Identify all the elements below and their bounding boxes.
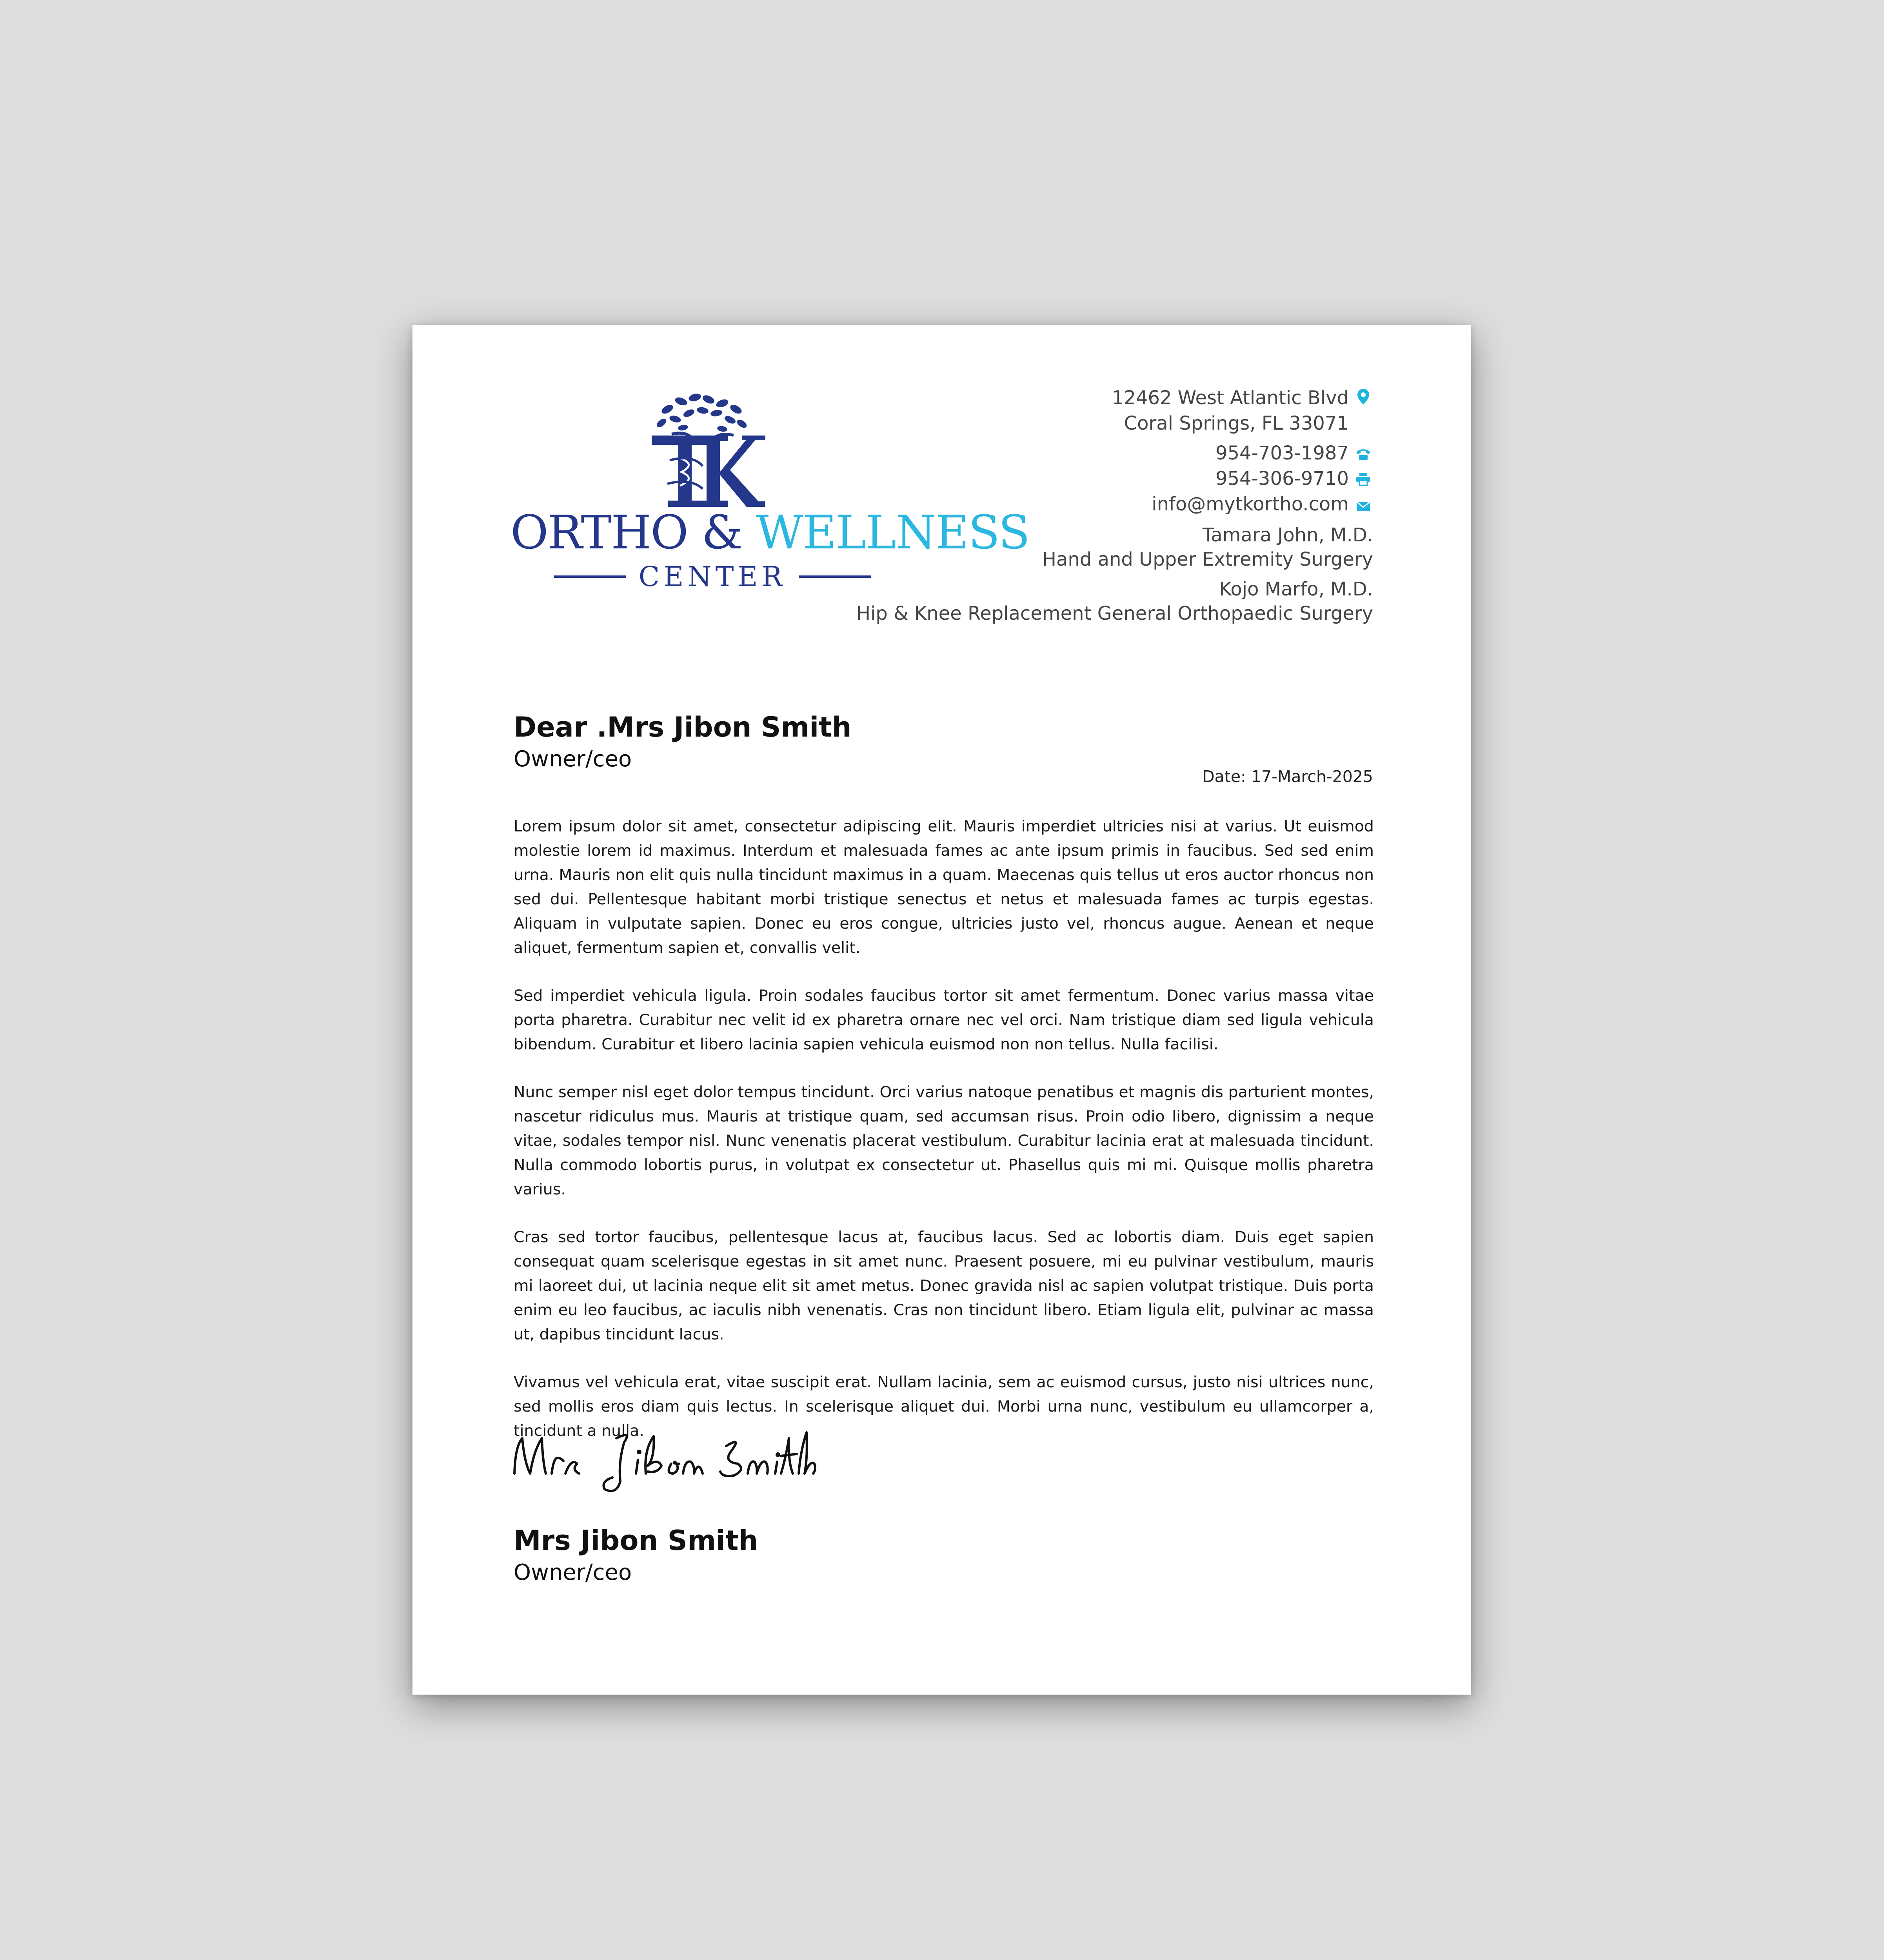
tree-monogram-logo	[644, 392, 769, 509]
phone-number[interactable]: 954-703-1987	[1215, 442, 1349, 464]
doctor-1-name: Tamara John, M.D.	[1202, 524, 1373, 546]
fax-line	[785, 466, 1373, 492]
address-line-2	[785, 411, 1373, 436]
body-paragraph: Nunc semper nisl eget dolor tempus tincidunt. Orci varius natoque penatibus et magnis dis parturient montes, nascetur ridiculus mus. Mauris at tristique quam, sed accumsan risus. Proin odio libero, dignissim a neque vitae, sodales tempor nisl. Nunc venenatis placerat vestibulum. Curabitur lacinia erat at malesuada tincidunt. Nulla commodo lobortis purus, in volutpat ex consectetur ut. Phasellus quis mi mi. Quisque mollis pharetra varius.	[514, 1083, 1374, 1198]
body-paragraph: Lorem ipsum dolor sit amet, consectetur adipiscing elit. Mauris imperdiet ultricies nisi at varius. Ut euismod molestie lorem id maximus. Interdum et malesuada fames ac ante ipsum primis in faucibus. Sed sed enim urna. Mauris non elit quis nulla tincidunt maximus in a quam. Maecenas quis tellus ut eros auctor rhoncus non sed dui. Pellentesque habitant morbi tristique senectus et netus et malesuada fames ac turpis egestas. Aliquam in vulputate sapien. Donec eu eros congue, ultricies justo vel, rhoncus augue. Aenean et neque aliquet, fermentum sapien et, convallis velit.	[514, 817, 1374, 957]
signer-name: Mrs Jibon Smith	[514, 1524, 758, 1557]
company-name-part2: WELLNESS	[756, 505, 1030, 559]
location-pin-icon	[1354, 387, 1373, 411]
contact-block	[785, 386, 1373, 626]
body-paragraph: Vivamus vel vehicula erat, vitae suscipit erat. Nullam lacinia, sem ac euismod cursus, justo nisi ultrices nunc, sed mollis eros diam quis lectus. In scelerisque aliquet dui. Morbi urna nunc, vestibulum eu ullamcorper a, tincidunt a nulla.	[514, 1373, 1374, 1440]
telephone-icon	[1354, 442, 1373, 466]
email-address[interactable]: info@mytkortho.com	[1152, 493, 1349, 515]
body-paragraph: Cras sed tortor faucibus, pellentesque lacus at, faucibus lacus. Sed ac lobortis diam. Duis eget sapien consequat quam scelerisque egestas in sit amet nunc. Praesent posuere, mi eu pulvinar vestibulum, mauris mi laoreet dui, ut lacinia neque elit sit amet metus. Donec gravida nisl ac sapien volutpat tristique. Duis porta enim eu leo faucibus, ac iaculis nibh venenatis. Cras non tincidunt libero. Etiam ligula elit, pulvinar ac massa ut, dapibus tincidunt lacus.	[514, 1228, 1374, 1343]
company-name-center: CENTER	[638, 561, 787, 593]
address-street: 12462 West Atlantic Blvd	[1112, 387, 1349, 409]
company-name-part1: ORTHO &	[511, 505, 756, 559]
letter-date: Date: 17-March-2025	[1202, 767, 1373, 786]
letter-body	[514, 814, 1374, 1466]
envelope-icon	[1354, 493, 1373, 517]
body-paragraph: Sed imperdiet vehicula ligula. Proin sodales faucibus tortor sit amet fermentum. Donec varius massa vitae porta pharetra. Curabitur nec velit id ex pharetra ornare nec vel orci. Nam tristique diam sed ligula vehicula bibendum. Curabitur et libero lacinia sapien vehicula euismod non non tellus. Nulla facilisi.	[514, 987, 1374, 1053]
doctor-2-name: Kojo Marfo, M.D.	[1219, 578, 1373, 600]
fax-number[interactable]: 954-306-9710	[1215, 468, 1349, 490]
email-line	[785, 492, 1373, 517]
address-city: Coral Springs, FL 33071	[1124, 412, 1349, 434]
doctor-1-specialty: Hand and Upper Extremity Surgery	[1042, 548, 1373, 570]
handwritten-signature	[507, 1415, 820, 1501]
phone-line	[785, 441, 1373, 466]
recipient-role: Owner/ceo	[514, 746, 632, 772]
fax-printer-icon	[1354, 468, 1373, 492]
salutation: Dear .Mrs Jibon Smith	[514, 711, 852, 743]
signer-role: Owner/ceo	[514, 1560, 632, 1585]
address-line-1	[785, 386, 1373, 411]
tagline-rule-left	[554, 575, 626, 578]
letterhead-page	[412, 325, 1471, 1695]
doctor-2-specialty: Hip & Knee Replacement General Orthopaedic Surgery	[856, 603, 1373, 624]
